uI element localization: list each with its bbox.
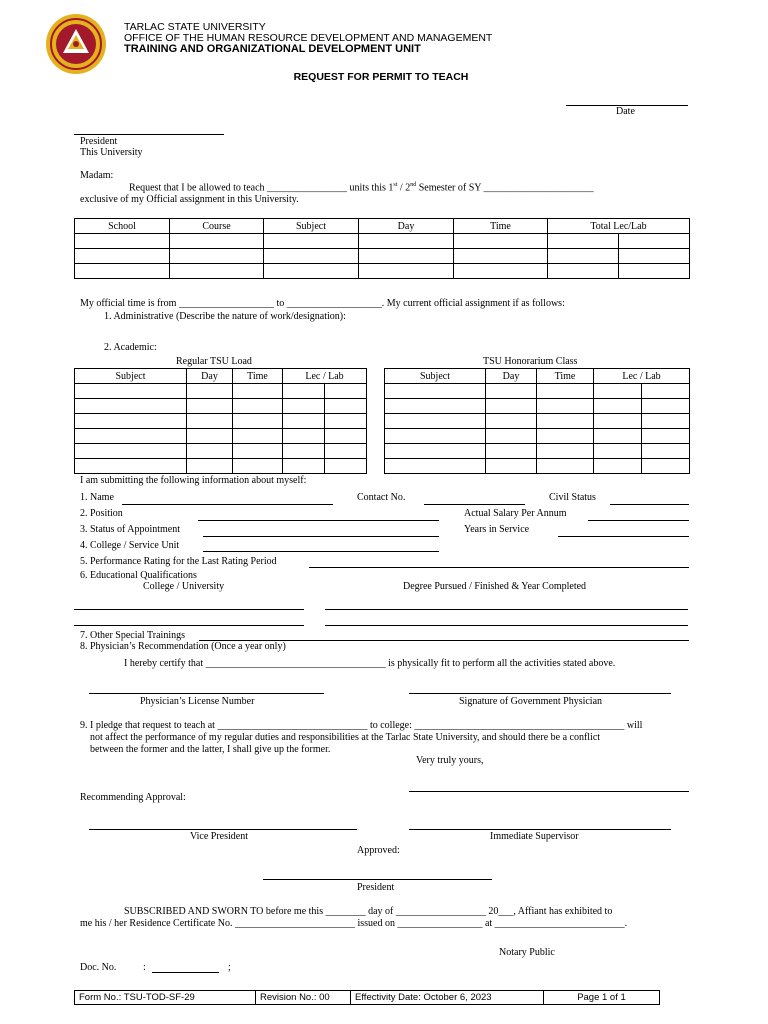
- physician-rec-label: 8. Physician’s Recommendation (Once a year only): [80, 641, 286, 652]
- sworn-line-2: me his / her Residence Certificate No. ________________________ issued on _________________ at __________________________.: [80, 918, 628, 929]
- doc-no-semicolon: ;: [228, 962, 231, 973]
- table-cell[interactable]: [385, 429, 486, 444]
- table-cell[interactable]: [187, 384, 233, 399]
- education-label: 6. Educational Qualifications: [80, 570, 197, 581]
- form-title: REQUEST FOR PERMIT TO TEACH: [293, 71, 469, 83]
- header-subject: Subject: [75, 369, 187, 384]
- position-field[interactable]: [198, 520, 439, 521]
- table-cell[interactable]: [642, 414, 690, 429]
- table-cell[interactable]: [325, 444, 367, 459]
- header-lec-lab: Lec / Lab: [283, 369, 367, 384]
- college-university-label: College / University: [143, 581, 225, 592]
- table-cell[interactable]: [548, 264, 619, 279]
- table-cell[interactable]: [537, 384, 594, 399]
- table-cell[interactable]: [642, 399, 690, 414]
- table-cell[interactable]: [325, 429, 367, 444]
- contact-field[interactable]: [424, 504, 525, 505]
- table-cell[interactable]: [75, 399, 187, 414]
- schedule-table: [74, 218, 690, 279]
- certify-statement: I hereby certify that ____________________________________ is physically fit to perform all the activities stated above.: [124, 658, 616, 669]
- vice-president-label: Vice President: [190, 831, 248, 842]
- form-number: Form No.: TSU-TOD-SF-29: [75, 991, 256, 1005]
- table-cell[interactable]: [594, 399, 642, 414]
- table-cell[interactable]: [75, 384, 187, 399]
- university-seal: [38, 13, 114, 75]
- administrative-item: 1. Administrative (Describe the nature of work/designation):: [104, 311, 346, 322]
- years-field[interactable]: [558, 536, 689, 537]
- academic-item: 2. Academic:: [104, 342, 157, 353]
- pledge-line-1: 9. I pledge that request to teach at ______________________________ to college: __________________________________________ will: [80, 720, 643, 731]
- table-cell[interactable]: [537, 444, 594, 459]
- table-cell[interactable]: [187, 414, 233, 429]
- closing: Very truly yours,: [416, 755, 484, 766]
- table-cell[interactable]: [537, 414, 594, 429]
- table-cell[interactable]: [537, 459, 594, 474]
- degree-field-1[interactable]: [325, 609, 688, 610]
- table-cell[interactable]: [385, 459, 486, 474]
- header-subject: Subject: [385, 369, 486, 384]
- degree-field-2[interactable]: [325, 625, 688, 626]
- university-name: TARLAC STATE UNIVERSITY: [124, 21, 266, 33]
- table-cell[interactable]: [233, 459, 283, 474]
- header-subject: Subject: [264, 219, 359, 234]
- civil-status-field[interactable]: [610, 504, 689, 505]
- doc-no-label: Doc. No.: [80, 962, 117, 973]
- degree-label: Degree Pursued / Finished & Year Completed: [403, 581, 587, 592]
- pledge-line-2: not affect the performance of my regular duties and responsibilities at the Tarlac State University, and should there be a conflict: [90, 732, 601, 743]
- president-name-line[interactable]: [74, 134, 224, 135]
- college-field[interactable]: [203, 551, 439, 552]
- table-cell[interactable]: [594, 459, 642, 474]
- license-number-label: Physician’s License Number: [140, 696, 255, 707]
- table-cell[interactable]: [170, 234, 264, 249]
- table-cell[interactable]: [264, 249, 359, 264]
- header-time: Time: [233, 369, 283, 384]
- salary-label: Actual Salary Per Annum: [464, 508, 567, 519]
- table-row: [75, 384, 367, 399]
- table-cell[interactable]: [75, 444, 187, 459]
- effectivity-date: Effectivity Date: October 6, 2023: [351, 991, 544, 1005]
- name-field[interactable]: [122, 504, 333, 505]
- table-cell[interactable]: [385, 399, 486, 414]
- header-day: Day: [359, 219, 454, 234]
- table-cell[interactable]: [283, 414, 325, 429]
- sworn-line-1: SUBSCRIBED AND SWORN TO before me this ________ day of __________________ 20___, Affiant has exhibited to: [124, 906, 613, 917]
- table-cell[interactable]: [594, 444, 642, 459]
- table-cell[interactable]: [75, 459, 187, 474]
- header-time: Time: [537, 369, 594, 384]
- page-number: Page 1 of 1: [544, 991, 660, 1005]
- table-cell[interactable]: [486, 459, 537, 474]
- table-cell[interactable]: [486, 399, 537, 414]
- table-row: [75, 399, 367, 414]
- unit-name: TRAINING AND ORGANIZATIONAL DEVELOPMENT UNIT: [124, 43, 421, 55]
- table-cell[interactable]: [264, 264, 359, 279]
- college-university-field-1[interactable]: [74, 609, 304, 610]
- college-label: 4. College / Service Unit: [80, 540, 180, 551]
- table-row: [75, 234, 690, 249]
- table-cell[interactable]: [283, 459, 325, 474]
- honorarium-caption: TSU Honorarium Class: [483, 356, 578, 367]
- table-cell[interactable]: [283, 429, 325, 444]
- table-cell[interactable]: [486, 384, 537, 399]
- table-cell[interactable]: [75, 429, 187, 444]
- table-row: [385, 459, 690, 474]
- supervisor-label: Immediate Supervisor: [490, 831, 579, 842]
- trainings-label: 7. Other Special Trainings: [80, 630, 185, 641]
- office-name: OFFICE OF THE HUMAN RESOURCE DEVELOPMENT AND MANAGEMENT: [124, 32, 493, 44]
- table-cell[interactable]: [187, 459, 233, 474]
- table-cell[interactable]: [619, 234, 690, 249]
- revision-number: Revision No.: 00: [256, 991, 351, 1005]
- table-row: [385, 444, 690, 459]
- table-cell[interactable]: [454, 264, 548, 279]
- table-header-row: [75, 219, 690, 234]
- table-cell[interactable]: [359, 249, 454, 264]
- table-cell[interactable]: [385, 384, 486, 399]
- header-day: Day: [187, 369, 233, 384]
- header-time: Time: [454, 219, 548, 234]
- table-cell[interactable]: [359, 234, 454, 249]
- table-cell[interactable]: [325, 399, 367, 414]
- table-cell[interactable]: [359, 264, 454, 279]
- table-cell[interactable]: [233, 414, 283, 429]
- addressee-university: This University: [80, 147, 143, 158]
- form-footer: [74, 990, 660, 1005]
- table-row: [385, 384, 690, 399]
- table-cell[interactable]: [594, 384, 642, 399]
- regular-load-table: [74, 368, 367, 474]
- notary-public-label: Notary Public: [499, 947, 555, 958]
- table-cell[interactable]: [642, 444, 690, 459]
- table-cell[interactable]: [548, 249, 619, 264]
- header-total-lec-lab: Total Lec/Lab: [548, 219, 690, 234]
- table-row: [75, 414, 367, 429]
- physician-signature-label: Signature of Government Physician: [459, 696, 603, 707]
- table-cell[interactable]: [283, 444, 325, 459]
- table-row: [75, 459, 367, 474]
- table-row: [385, 414, 690, 429]
- table-cell[interactable]: [642, 384, 690, 399]
- appointment-label: 3. Status of Appointment: [80, 524, 180, 535]
- table-header-row: [75, 369, 367, 384]
- table-row: [385, 399, 690, 414]
- table-cell[interactable]: [548, 234, 619, 249]
- civil-status-label: Civil Status: [549, 492, 596, 503]
- president-signature-line[interactable]: [263, 879, 492, 880]
- table-row: [75, 444, 367, 459]
- table-row: [75, 249, 690, 264]
- position-label: 2. Position: [80, 508, 123, 519]
- recommending-approval-label: Recommending Approval:: [80, 792, 186, 803]
- table-cell[interactable]: [537, 399, 594, 414]
- table-cell[interactable]: [594, 429, 642, 444]
- honorarium-table: [384, 368, 690, 474]
- table-cell[interactable]: [170, 249, 264, 264]
- license-number-line[interactable]: [89, 693, 324, 694]
- table-row: [385, 429, 690, 444]
- table-cell[interactable]: [325, 384, 367, 399]
- supervisor-signature-line[interactable]: [409, 829, 671, 830]
- request-line-1: Request that I be allowed to teach ________________ units this 1st / 2nd Semester of SY ______________________: [129, 182, 594, 194]
- table-row: [75, 429, 367, 444]
- addressee-title: President: [80, 136, 118, 147]
- table-cell[interactable]: [170, 264, 264, 279]
- approved-label: Approved:: [357, 845, 400, 856]
- vice-president-signature-line[interactable]: [89, 829, 357, 830]
- college-university-field-2[interactable]: [74, 625, 304, 626]
- table-cell[interactable]: [233, 384, 283, 399]
- years-label: Years in Service: [464, 524, 530, 535]
- table-row: [75, 264, 690, 279]
- regular-load-caption: Regular TSU Load: [176, 356, 252, 367]
- table-cell[interactable]: [385, 414, 486, 429]
- date-label: Date: [616, 106, 635, 117]
- table-cell[interactable]: [385, 444, 486, 459]
- table-cell[interactable]: [233, 399, 283, 414]
- table-cell[interactable]: [454, 249, 548, 264]
- table-cell[interactable]: [486, 429, 537, 444]
- table-cell[interactable]: [75, 414, 187, 429]
- signature-line[interactable]: [409, 791, 689, 792]
- header-day: Day: [486, 369, 537, 384]
- table-cell[interactable]: [642, 459, 690, 474]
- table-cell[interactable]: [75, 234, 170, 249]
- header-course: Course: [170, 219, 264, 234]
- doc-no-field[interactable]: [152, 972, 219, 973]
- table-cell[interactable]: [454, 234, 548, 249]
- table-cell[interactable]: [187, 444, 233, 459]
- table-cell[interactable]: [233, 429, 283, 444]
- doc-no-colon: :: [143, 962, 146, 973]
- table-cell[interactable]: [283, 399, 325, 414]
- rating-field[interactable]: [309, 567, 689, 568]
- table-cell[interactable]: [486, 414, 537, 429]
- table-cell[interactable]: [325, 414, 367, 429]
- table-cell[interactable]: [537, 429, 594, 444]
- table-cell[interactable]: [486, 444, 537, 459]
- appointment-field[interactable]: [203, 536, 439, 537]
- table-cell[interactable]: [619, 264, 690, 279]
- table-cell[interactable]: [619, 249, 690, 264]
- table-cell[interactable]: [642, 429, 690, 444]
- header-school: School: [75, 219, 170, 234]
- president-label: President: [357, 882, 395, 893]
- table-cell[interactable]: [233, 444, 283, 459]
- table-cell[interactable]: [594, 414, 642, 429]
- table-cell[interactable]: [75, 249, 170, 264]
- salary-field[interactable]: [588, 520, 689, 521]
- table-cell[interactable]: [325, 459, 367, 474]
- request-line-2: exclusive of my Official assignment in this University.: [80, 194, 299, 205]
- table-cell[interactable]: [187, 429, 233, 444]
- table-cell[interactable]: [187, 399, 233, 414]
- name-label: 1. Name: [80, 492, 114, 503]
- table-cell[interactable]: [283, 384, 325, 399]
- pledge-line-3: between the former and the latter, I shall give up the former.: [90, 744, 331, 755]
- contact-label: Contact No.: [357, 492, 406, 503]
- rating-label: 5. Performance Rating for the Last Rating Period: [80, 556, 277, 567]
- official-time-line: My official time is from ___________________ to ___________________. My current official assignment if as follows:: [80, 298, 565, 309]
- salutation: Madam:: [80, 170, 114, 181]
- header-lec-lab: Lec / Lab: [594, 369, 690, 384]
- table-cell[interactable]: [264, 234, 359, 249]
- info-intro: I am submitting the following information about myself:: [80, 475, 307, 486]
- table-header-row: [385, 369, 690, 384]
- table-cell[interactable]: [75, 264, 170, 279]
- physician-signature-line[interactable]: [409, 693, 671, 694]
